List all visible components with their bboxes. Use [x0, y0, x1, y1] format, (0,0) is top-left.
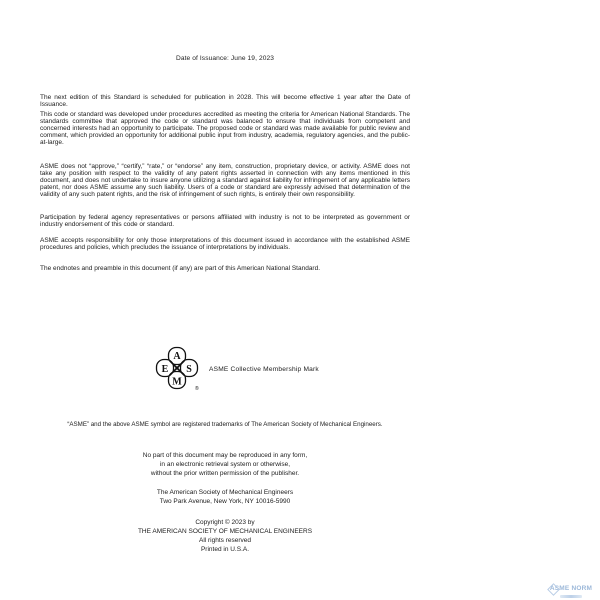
- asme-norm-watermark: [545, 578, 597, 598]
- copyright-block: [40, 518, 410, 554]
- publisher-street: Two Park Avenue, New York, NY 10016-5990: [159, 498, 291, 505]
- registered-symbol: ®: [195, 386, 199, 392]
- watermark-text: ASME NORM: [550, 586, 592, 593]
- paragraph-disclaimer: ASME does not “approve,” “certify,” “rate,” or “endorse” any item, construction, proprietary device, or activity. ASME does not take any position with respect to the validity of any patent rights asserted in connection with any items mentioned in this document, and does not undertake to insure anyone utilizing a standard against liability for infringement of any applicable letters patent, nor does ASME assume any such liability. Users of a code or standard are expressly advised that determination of the validity of any such patent rights, and the risk of infringement of such rights, is entirely their own responsibility.: [40, 163, 410, 198]
- logo-letter-a: A: [173, 351, 181, 363]
- membership-mark-row: [155, 346, 319, 392]
- reproduction-line: No part of this document may be reproduced in any form,: [142, 452, 308, 459]
- trademark-notice: “ASME” and the above ASME symbol are registered trademarks of The American Society of Mechanical Engineers.: [67, 421, 383, 428]
- paragraph-endnotes: The endnotes and preamble in this document (if any) are part of this American National Standard.: [40, 265, 321, 272]
- logo-letter-e: E: [161, 363, 169, 375]
- publisher-name: The American Society of Mechanical Engineers: [156, 489, 294, 496]
- watermark-underline: [560, 595, 582, 598]
- paragraph-accreditation: This code or standard was developed under procedures accredited as meeting the criteria for American National Standards. The standards committee that approved the code or standard was balanced to ensure that individuals from competent and concerned interests had an opportunity to participate. The proposed code or standard was made available for public review and comment, which provided an opportunity for additional public input from industry, academia, regulatory agencies, and the public-at-large.: [40, 111, 410, 146]
- copyright-line: Copyright © 2023 by: [195, 519, 255, 526]
- paragraph-participation: Participation by federal agency representatives or persons affiliated with industry is not to be interpreted as government or industry endorsement of this code or standard.: [40, 214, 410, 228]
- logo-letter-m: M: [172, 376, 182, 388]
- logo-letter-s: S: [186, 363, 192, 375]
- paragraph-interpretations: ASME accepts responsibility for only those interpretations of this document issued in accordance with the established ASME procedures and policies, which precludes the issuance of interpretations by individuals.: [40, 237, 410, 251]
- date-of-issuance: Date of Issuance: June 19, 2023: [175, 55, 275, 62]
- reproduction-notice: [40, 451, 410, 478]
- reproduction-line: in an electronic retrieval system or otherwise,: [159, 461, 291, 468]
- copyright-line: Printed in U.S.A.: [200, 546, 250, 553]
- copyright-line: THE AMERICAN SOCIETY OF MECHANICAL ENGINEERS: [137, 528, 313, 535]
- copyright-line: All rights reserved: [198, 537, 252, 544]
- membership-mark-label: ASME Collective Membership Mark: [209, 365, 319, 373]
- publisher-address: [40, 488, 410, 506]
- asme-clover-logo-icon: [155, 346, 199, 392]
- reproduction-line: without the prior written permission of the publisher.: [150, 470, 300, 477]
- paragraph-next-edition: The next edition of this Standard is scheduled for publication in 2028. This will become effective 1 year after the Date of Issuance.: [40, 94, 410, 108]
